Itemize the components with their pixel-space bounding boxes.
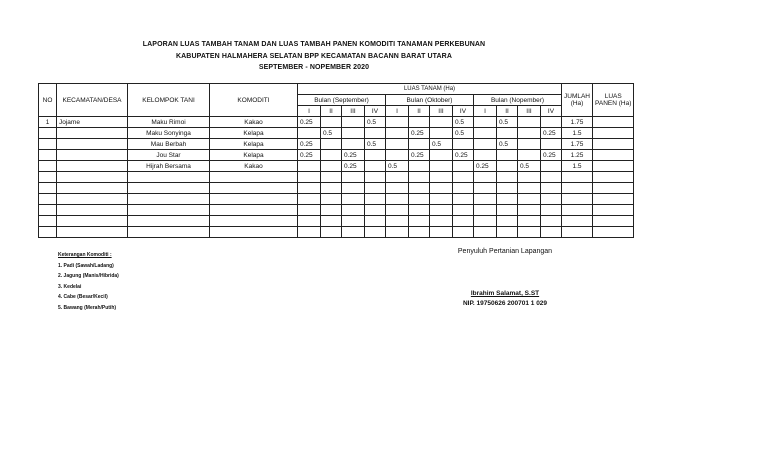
- table-row-empty: [39, 183, 634, 194]
- header-luas-tanam: LUAS TANAM (Ha): [298, 84, 562, 95]
- cell-week-value: 0.25: [453, 150, 474, 161]
- cell-empty: [39, 194, 57, 205]
- cell-empty: [128, 205, 210, 216]
- cell-empty: [210, 216, 298, 227]
- cell-week-value: 0.25: [298, 139, 321, 150]
- cell-empty: [128, 194, 210, 205]
- report-period: SEPTEMBER - NOPEMBER 2020: [258, 64, 370, 71]
- table-row-empty: [39, 172, 634, 183]
- cell-panen: [593, 139, 634, 150]
- cell-week-value: [474, 128, 497, 139]
- cell-week-value: [430, 161, 453, 172]
- header-week: I: [386, 106, 409, 117]
- cell-empty: [57, 216, 128, 227]
- header-week: I: [298, 106, 321, 117]
- header-luas-panen: [593, 84, 634, 117]
- cell-week-value: [321, 139, 342, 150]
- cell-empty: [321, 172, 342, 183]
- cell-empty: [57, 227, 128, 238]
- cell-week-value: [430, 128, 453, 139]
- cell-desa: [57, 128, 128, 139]
- cell-empty: [365, 194, 386, 205]
- cell-week-value: [321, 117, 342, 128]
- cell-week-value: [497, 128, 518, 139]
- cell-empty: [342, 172, 365, 183]
- cell-desa: [57, 161, 128, 172]
- cell-empty: [497, 183, 518, 194]
- cell-empty: [128, 183, 210, 194]
- cell-week-value: 0.25: [298, 117, 321, 128]
- report-title: LAPORAN LUAS TAMBAH TANAM DAN LUAS TAMBAH PANEN KOMODITI TANAMAN PERKEBUNAN: [142, 41, 486, 48]
- cell-empty: [39, 172, 57, 183]
- cell-empty: [593, 216, 634, 227]
- header-bulan-nopember: Bulan (Nopember): [474, 95, 562, 106]
- header-week: II: [321, 106, 342, 117]
- header-jumlah: [562, 84, 593, 117]
- cell-empty: [562, 205, 593, 216]
- cell-week-value: 0.5: [430, 139, 453, 150]
- cell-week-value: 0.25: [474, 161, 497, 172]
- cell-empty: [321, 227, 342, 238]
- cell-empty: [474, 227, 497, 238]
- cell-empty: [57, 205, 128, 216]
- header-no: NO: [39, 84, 57, 117]
- cell-empty: [430, 205, 453, 216]
- cell-week-value: 0.5: [365, 117, 386, 128]
- cell-week-value: [541, 117, 562, 128]
- header-panen-line2: PANEN (Ha): [595, 100, 632, 107]
- cell-komoditi: Kelapa: [210, 150, 298, 161]
- cell-empty: [210, 227, 298, 238]
- cell-empty: [593, 183, 634, 194]
- cell-empty: [593, 205, 634, 216]
- cell-empty: [453, 172, 474, 183]
- cell-week-value: [453, 139, 474, 150]
- cell-empty: [497, 227, 518, 238]
- cell-empty: [342, 183, 365, 194]
- cell-kelompok: Maku Rimoi: [128, 117, 210, 128]
- cell-week-value: 0.5: [497, 117, 518, 128]
- cell-empty: [409, 183, 430, 194]
- cell-empty: [497, 172, 518, 183]
- header-komoditi: KOMODITI: [210, 84, 298, 117]
- cell-empty: [342, 216, 365, 227]
- header-jumlah-line1: JUMLAH: [564, 93, 591, 100]
- table-row: [39, 150, 634, 161]
- header-week: II: [497, 106, 518, 117]
- cell-empty: [386, 205, 409, 216]
- cell-week-value: 0.25: [342, 161, 365, 172]
- cell-kelompok: Hijrah Bersama: [128, 161, 210, 172]
- cell-empty: [518, 194, 541, 205]
- cell-week-value: [453, 161, 474, 172]
- cell-week-value: 0.5: [365, 139, 386, 150]
- cell-empty: [298, 205, 321, 216]
- cell-empty: [541, 205, 562, 216]
- cell-empty: [342, 205, 365, 216]
- cell-empty: [409, 194, 430, 205]
- cell-no: [39, 128, 57, 139]
- cell-empty: [409, 172, 430, 183]
- cell-empty: [541, 172, 562, 183]
- cell-week-value: 0.5: [518, 161, 541, 172]
- cell-week-value: [342, 117, 365, 128]
- cell-empty: [409, 227, 430, 238]
- cell-empty: [298, 227, 321, 238]
- cell-week-value: [298, 128, 321, 139]
- report-subtitle: KABUPATEN HALMAHERA SELATAN BPP KECAMATAN BACANN BARAT UTARA: [175, 53, 452, 60]
- header-bulan-september: Bulan (September): [298, 95, 386, 106]
- cell-week-value: [386, 139, 409, 150]
- cell-empty: [39, 183, 57, 194]
- cell-empty: [562, 227, 593, 238]
- cell-empty: [562, 216, 593, 227]
- cell-week-value: [474, 150, 497, 161]
- cell-komoditi: Kelapa: [210, 128, 298, 139]
- cell-komoditi: Kelapa: [210, 139, 298, 150]
- cell-panen: [593, 161, 634, 172]
- cell-empty: [518, 172, 541, 183]
- cell-empty: [518, 216, 541, 227]
- cell-komoditi: Kakao: [210, 117, 298, 128]
- cell-empty: [474, 172, 497, 183]
- cell-no: [39, 150, 57, 161]
- cell-empty: [57, 172, 128, 183]
- legend-item: 1. Padi (Sawah/Ladang): [58, 262, 114, 269]
- cell-empty: [453, 194, 474, 205]
- cell-komoditi: Kakao: [210, 161, 298, 172]
- cell-empty: [128, 172, 210, 183]
- cell-empty: [562, 183, 593, 194]
- table-row-empty: [39, 205, 634, 216]
- table-row: [39, 161, 634, 172]
- cell-empty: [321, 216, 342, 227]
- legend-heading: Keterangan Komoditi :: [58, 252, 112, 258]
- cell-week-value: [474, 117, 497, 128]
- cell-empty: [210, 172, 298, 183]
- cell-empty: [386, 227, 409, 238]
- cell-panen: [593, 117, 634, 128]
- cell-week-value: [321, 150, 342, 161]
- cell-week-value: [497, 161, 518, 172]
- cell-empty: [210, 205, 298, 216]
- cell-week-value: [342, 139, 365, 150]
- cell-desa: Jojame: [57, 117, 128, 128]
- cell-empty: [541, 216, 562, 227]
- cell-empty: [386, 194, 409, 205]
- cell-empty: [497, 216, 518, 227]
- cell-week-value: [430, 150, 453, 161]
- cell-empty: [210, 183, 298, 194]
- cell-empty: [541, 227, 562, 238]
- cell-empty: [128, 216, 210, 227]
- cell-jumlah: 1.75: [562, 139, 593, 150]
- cell-empty: [430, 172, 453, 183]
- cell-empty: [430, 216, 453, 227]
- cell-empty: [128, 227, 210, 238]
- header-week: II: [409, 106, 430, 117]
- cell-kelompok: Mau Berbah: [128, 139, 210, 150]
- signature-nip: NIP. 19750626 200701 1 029: [462, 300, 548, 307]
- cell-week-value: [365, 150, 386, 161]
- table-row-empty: [39, 194, 634, 205]
- cell-week-value: [518, 150, 541, 161]
- cell-week-value: 0.5: [386, 161, 409, 172]
- cell-empty: [541, 194, 562, 205]
- table-row-empty: [39, 216, 634, 227]
- header-week: I: [474, 106, 497, 117]
- cell-empty: [210, 194, 298, 205]
- legend-item: 2. Jagung (Manis/Hibrida): [58, 273, 119, 279]
- cell-week-value: [386, 128, 409, 139]
- cell-empty: [365, 216, 386, 227]
- cell-week-value: 0.25: [541, 128, 562, 139]
- cell-empty: [321, 194, 342, 205]
- cell-week-value: [298, 161, 321, 172]
- table-row: [39, 128, 634, 139]
- komoditi-legend: [58, 250, 119, 313]
- header-kecamatan: KECAMATAN/DESA: [57, 84, 128, 117]
- cell-empty: [386, 172, 409, 183]
- cell-empty: [497, 205, 518, 216]
- cell-empty: [430, 227, 453, 238]
- cell-desa: [57, 139, 128, 150]
- header-week: III: [430, 106, 453, 117]
- cell-empty: [365, 172, 386, 183]
- cell-empty: [321, 205, 342, 216]
- cell-week-value: [365, 128, 386, 139]
- cell-jumlah: 1.5: [562, 128, 593, 139]
- signature-name: Ibrahim Salamat, S.ST: [470, 290, 540, 297]
- cell-week-value: 0.25: [342, 150, 365, 161]
- cell-empty: [562, 194, 593, 205]
- cell-week-value: [541, 139, 562, 150]
- cell-week-value: 0.5: [453, 128, 474, 139]
- cell-empty: [342, 194, 365, 205]
- legend-item: 5. Bawang (Merah/Putih): [58, 304, 117, 311]
- cell-week-value: 0.25: [541, 150, 562, 161]
- cell-week-value: 0.25: [298, 150, 321, 161]
- cell-empty: [541, 183, 562, 194]
- header-week: III: [518, 106, 541, 117]
- cell-desa: [57, 150, 128, 161]
- header-panen-line1: LUAS: [604, 93, 622, 100]
- cell-empty: [453, 227, 474, 238]
- cell-empty: [365, 227, 386, 238]
- cell-week-value: [321, 161, 342, 172]
- header-week: III: [342, 106, 365, 117]
- cell-week-value: 0.25: [409, 150, 430, 161]
- cell-kelompok: Jou Star: [128, 150, 210, 161]
- cell-week-value: [409, 117, 430, 128]
- cell-empty: [298, 183, 321, 194]
- cell-no: [39, 161, 57, 172]
- cell-empty: [57, 183, 128, 194]
- cell-week-value: [518, 139, 541, 150]
- cell-week-value: [474, 139, 497, 150]
- cell-jumlah: 1.75: [562, 117, 593, 128]
- cell-empty: [430, 183, 453, 194]
- table-row-empty: [39, 227, 634, 238]
- cell-no: 1: [39, 117, 57, 128]
- cell-empty: [453, 183, 474, 194]
- legend-item: 4. Cabe (Besar/Kecil): [58, 294, 108, 300]
- cell-jumlah: 1.25: [562, 150, 593, 161]
- header-jumlah-line2: (Ha): [570, 100, 584, 107]
- cell-empty: [409, 205, 430, 216]
- cell-empty: [474, 216, 497, 227]
- cell-empty: [453, 216, 474, 227]
- cell-week-value: 0.5: [497, 139, 518, 150]
- cell-empty: [39, 216, 57, 227]
- cell-week-value: 0.5: [321, 128, 342, 139]
- cell-empty: [593, 194, 634, 205]
- cell-empty: [453, 205, 474, 216]
- cell-week-value: [409, 139, 430, 150]
- cell-empty: [386, 216, 409, 227]
- cell-week-value: [386, 117, 409, 128]
- signature-role: Penyuluh Pertanian Lapangan: [457, 248, 553, 255]
- cell-empty: [562, 172, 593, 183]
- cell-week-value: [518, 117, 541, 128]
- cell-week-value: [342, 128, 365, 139]
- cell-no: [39, 139, 57, 150]
- cell-empty: [298, 194, 321, 205]
- cell-empty: [57, 194, 128, 205]
- header-kelompok: KELOMPOK TANI: [128, 84, 210, 117]
- cell-week-value: [518, 128, 541, 139]
- cell-empty: [365, 183, 386, 194]
- cell-empty: [365, 205, 386, 216]
- cell-empty: [430, 194, 453, 205]
- cell-empty: [497, 194, 518, 205]
- legend-item: 3. Kedelai: [58, 283, 82, 290]
- cell-empty: [474, 205, 497, 216]
- cell-empty: [409, 216, 430, 227]
- cell-week-value: [541, 161, 562, 172]
- cell-empty: [386, 183, 409, 194]
- cell-week-value: 0.25: [409, 128, 430, 139]
- header-week: IV: [541, 106, 562, 117]
- cell-panen: [593, 150, 634, 161]
- cell-empty: [518, 227, 541, 238]
- cell-empty: [39, 205, 57, 216]
- cell-empty: [342, 227, 365, 238]
- header-week: IV: [365, 106, 386, 117]
- cell-empty: [298, 172, 321, 183]
- header-bulan-oktober: Bulan (Oktober): [386, 95, 474, 106]
- cell-empty: [593, 227, 634, 238]
- cell-jumlah: 1.5: [562, 161, 593, 172]
- header-week: IV: [453, 106, 474, 117]
- cell-empty: [593, 172, 634, 183]
- cell-empty: [321, 183, 342, 194]
- table-row: [39, 117, 634, 128]
- cell-empty: [518, 183, 541, 194]
- cell-empty: [39, 227, 57, 238]
- cell-panen: [593, 128, 634, 139]
- cell-week-value: [365, 161, 386, 172]
- cell-empty: [518, 205, 541, 216]
- report-table: [38, 83, 634, 238]
- table-row: [39, 139, 634, 150]
- cell-empty: [298, 216, 321, 227]
- cell-empty: [474, 183, 497, 194]
- cell-week-value: [430, 117, 453, 128]
- cell-kelompok: Maku Sonyinga: [128, 128, 210, 139]
- cell-week-value: [386, 150, 409, 161]
- cell-week-value: [409, 161, 430, 172]
- cell-empty: [474, 194, 497, 205]
- cell-week-value: 0.5: [453, 117, 474, 128]
- cell-week-value: [497, 150, 518, 161]
